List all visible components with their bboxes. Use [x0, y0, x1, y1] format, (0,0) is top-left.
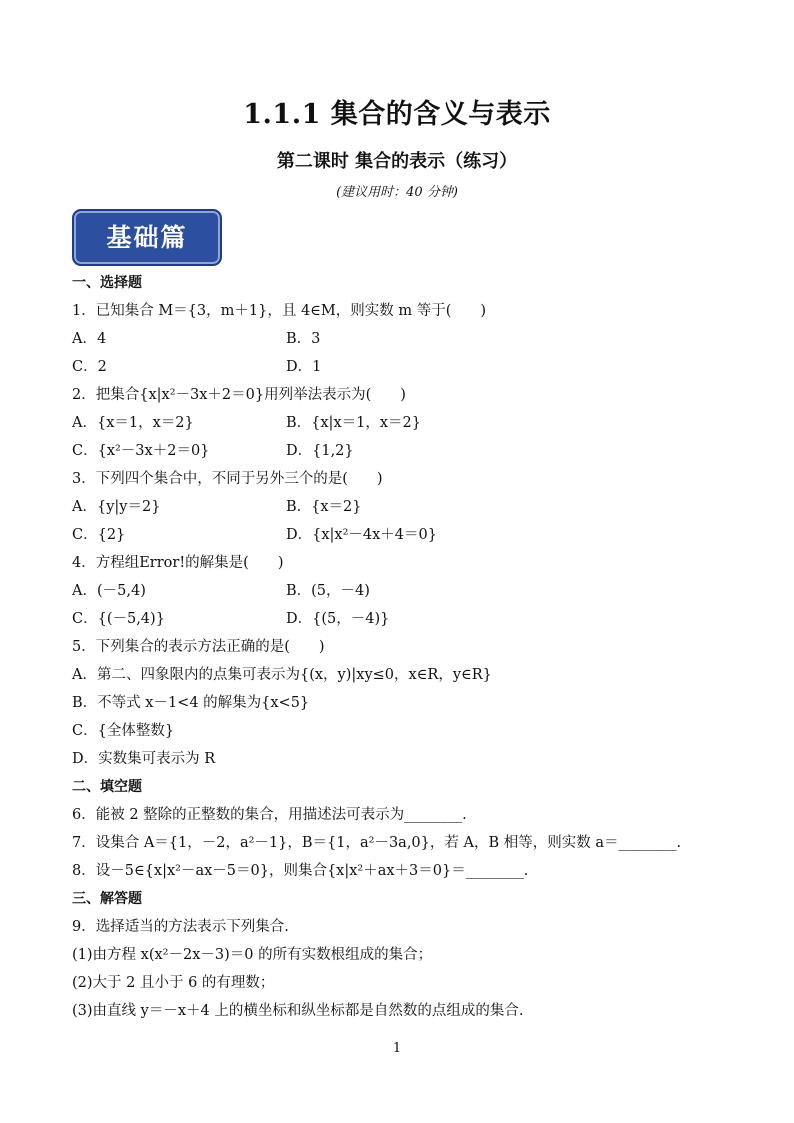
section-heading-fill: 二、填空题 — [72, 779, 142, 795]
question-4-option-b: B．(5，－4) — [286, 583, 370, 599]
question-9-part-2: (2)大于 2 且小于 6 的有理数； — [72, 975, 275, 991]
question-1-option-b: B．3 — [286, 331, 321, 347]
question-9-part-3: (3)由直线 y＝－x＋4 上的横坐标和纵坐标都是自然数的点组成的集合. — [72, 1003, 524, 1019]
section-heading-choice: 一、选择题 — [72, 275, 142, 291]
question-2-option-b: B．{x|x＝1，x＝2} — [286, 415, 421, 431]
question-1-stem: 1．已知集合 M＝{3，m＋1}，且 4∈M，则实数 m 等于( ) — [72, 303, 487, 319]
question-4-stem: 4．方程组Error!的解集是( ) — [72, 555, 284, 571]
question-9-part-1: (1)由方程 x(x²－2x－3)＝0 的所有实数根组成的集合； — [72, 947, 433, 963]
question-5-option-d: D．实数集可表示为 R — [72, 751, 216, 767]
section-badge-label: 基础篇 — [106, 223, 188, 252]
question-2-stem: 2．把集合{x|x²－3x＋2＝0}用列举法表示为( ) — [72, 387, 406, 403]
question-2-option-c: C．{x²－3x＋2＝0} — [72, 443, 210, 459]
question-1-option-a: A．4 — [72, 331, 107, 347]
question-5-stem: 5．下列集合的表示方法正确的是( ) — [72, 639, 325, 655]
section-badge — [72, 209, 222, 266]
question-2-option-d: D．{1,2} — [286, 443, 354, 459]
question-3-stem: 3．下列四个集合中，不同于另外三个的是( ) — [72, 471, 383, 487]
question-5-option-a: A．第二、四象限内的点集可表示为{(x，y)|xy≤0，x∈R，y∈R} — [72, 667, 492, 683]
question-7: 7．设集合 A＝{1，－2，a²－1}，B＝{1，a²－3a,0}，若 A，B 相等，则实数 a＝________. — [72, 835, 682, 851]
question-1-option-c: C．2 — [72, 359, 107, 375]
question-3-option-b: B．{x＝2} — [286, 499, 362, 515]
page-number: 1 — [392, 1041, 402, 1056]
section-heading-answer: 三、解答题 — [72, 891, 142, 907]
page-subtitle: 第二课时 集合的表示（练习） — [276, 151, 518, 172]
question-3-option-a: A．{y|y＝2} — [72, 499, 161, 515]
question-4-option-d: D．{(5，－4)} — [286, 611, 390, 627]
question-3-option-c: C．{2} — [72, 527, 126, 543]
question-6: 6．能被 2 整除的正整数的集合，用描述法可表示为________. — [72, 807, 467, 823]
question-1-option-d: D．1 — [286, 359, 322, 375]
time-hint: (建议用时：40 分钟) — [336, 185, 458, 200]
question-8: 8．设－5∈{x|x²－ax－5＝0}，则集合{x|x²＋ax＋3＝0}＝________. — [72, 863, 529, 879]
page-title: 1.1.1 集合的含义与表示 — [243, 99, 551, 130]
question-2-option-a: A．{x＝1，x＝2} — [72, 415, 194, 431]
question-3-option-d: D．{x|x²－4x＋4＝0} — [286, 527, 437, 543]
question-4-option-c: C．{(－5,4)} — [72, 611, 165, 627]
question-5-option-b: B．不等式 x－1<4 的解集为{x<5} — [72, 695, 310, 711]
question-5-option-c: C．{全体整数} — [72, 723, 175, 739]
question-4-option-a: A．(－5,4) — [72, 583, 146, 599]
question-9-stem: 9．选择适当的方法表示下列集合. — [72, 919, 289, 935]
